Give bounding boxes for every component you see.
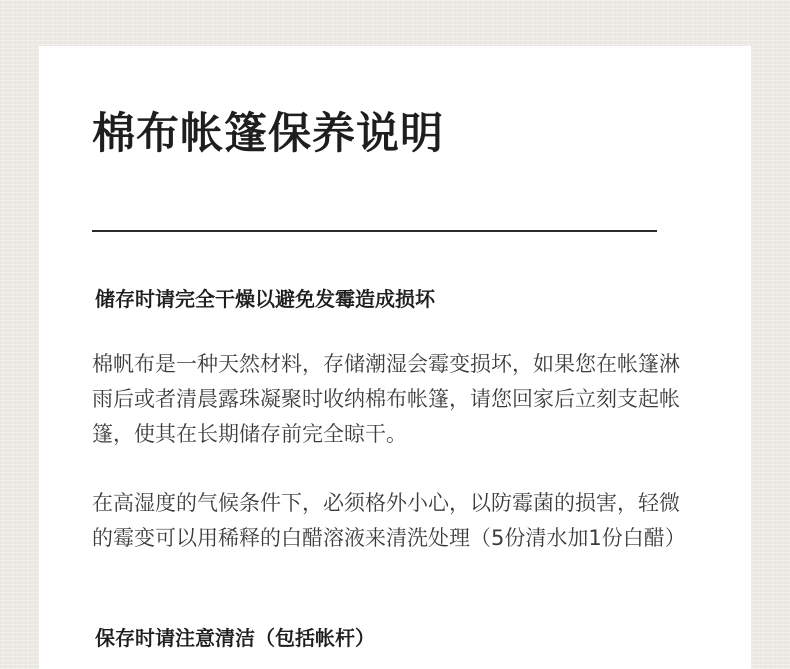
content-card bbox=[39, 46, 751, 669]
paragraph-canvas-drying: 棉帆布是一种天然材料，存储潮湿会霉变损坏，如果您在帐篷淋雨后或者清晨露珠凝聚时收纳棉布帐篷，请您回家后立刻支起帐篷，使其在长期储存前完全晾干。 bbox=[92, 352, 680, 446]
title-divider bbox=[92, 230, 657, 232]
paragraph-humidity-mold: 在高湿度的气候条件下，必须格外小心，以防霉菌的损害，轻微的霉变可以用稀释的白醋溶液来清洗处理（5份清水加1份白醋） bbox=[92, 491, 686, 550]
page-title: 棉布帐篷保养说明 bbox=[92, 109, 444, 159]
section-heading-cleaning: 保存时请注意清洁（包括帐杆） bbox=[95, 626, 375, 650]
section-heading-drying: 储存时请完全干燥以避免发霉造成损坏 bbox=[95, 287, 435, 311]
